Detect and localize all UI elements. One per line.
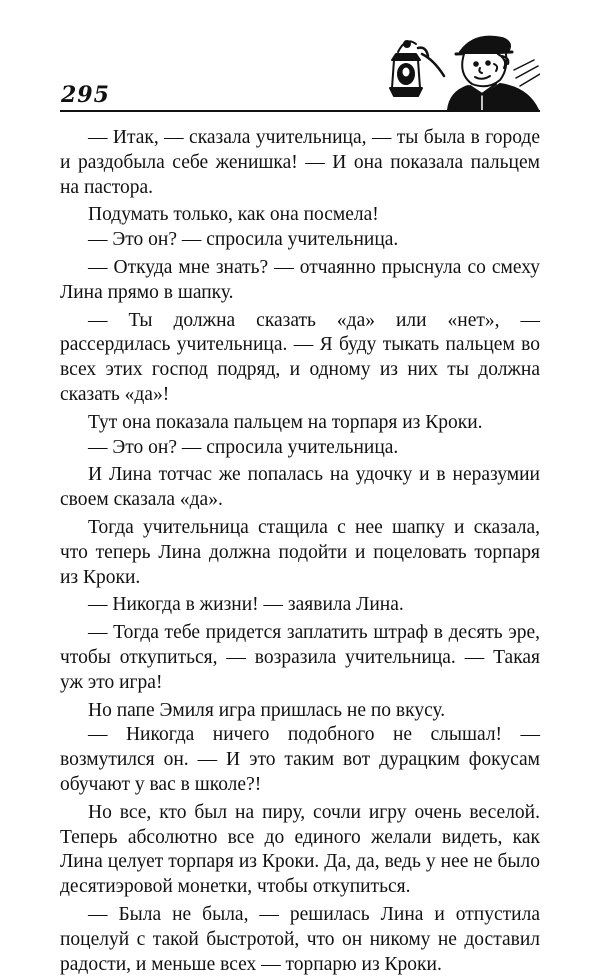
paragraph: — Ты должна сказать «да» или «нет», — рассердилась учительница. — Я буду тыкать пальцем во всех этих господ подряд, и одному из них ты должна сказать «да»! bbox=[60, 309, 540, 405]
paragraph: — Откуда мне знать? — отчаянно прыснула со смеху Лина прямо в шапку. bbox=[60, 256, 540, 303]
paragraph: Подумать только, как она посмела! bbox=[88, 204, 379, 226]
page-body bbox=[60, 126, 540, 977]
paragraph: — Была не была, — решилась Лина и отпустила поцелуй с такой быстротой, что он никому не доставил радости, и меньше всех — торпарю из Кроки. bbox=[60, 903, 540, 975]
header-rule bbox=[60, 110, 540, 112]
paragraph: Тут она показала пальцем на торпаря из Кроки. bbox=[88, 411, 483, 433]
paragraph: — Тогда тебе придется заплатить штраф в десять эре, чтобы откупиться, — возразила учительница. — Такая уж это игра! bbox=[60, 622, 540, 693]
paragraph: И Лина тотчас же попалась на удочку и в неразумии своем сказала «да». bbox=[60, 464, 540, 511]
paragraph: — Итак, — сказала учительница, — ты была в городе и раздобыла себе женишка! — И она показала пальцем на пастора. bbox=[60, 127, 540, 198]
paragraph: — Это он? — спросила учительница. bbox=[88, 436, 399, 458]
paragraph: Но все, кто был на пиру, сочли игру очень веселой. Теперь абсолютно все до единого желали видеть, как Лина целует торпаря из Кроки. Да, да, ведь у нее не было десятиэровой монетки, чтобы откупиться. bbox=[60, 801, 540, 898]
paragraph: — Никогда в жизни! — заявила Лина. bbox=[88, 594, 404, 616]
boy-with-lantern-illustration bbox=[378, 30, 540, 110]
paragraph: Но папе Эмиля игра пришлась не по вкусу. bbox=[88, 699, 446, 721]
page-number: 295 bbox=[61, 82, 110, 108]
page-header bbox=[60, 30, 540, 118]
paragraph: Тогда учительница стащила с нее шапку и сказала, что теперь Лина должна подойти и поцеловать торпаря из Кроки. bbox=[60, 516, 540, 588]
paragraph: — Никогда ничего подобного не слышал! — возмутился он. — И это таким вот дурацким фокусам обучают у вас в школе?! bbox=[60, 724, 540, 795]
paragraph: — Это он? — спросила учительница. bbox=[88, 229, 399, 251]
